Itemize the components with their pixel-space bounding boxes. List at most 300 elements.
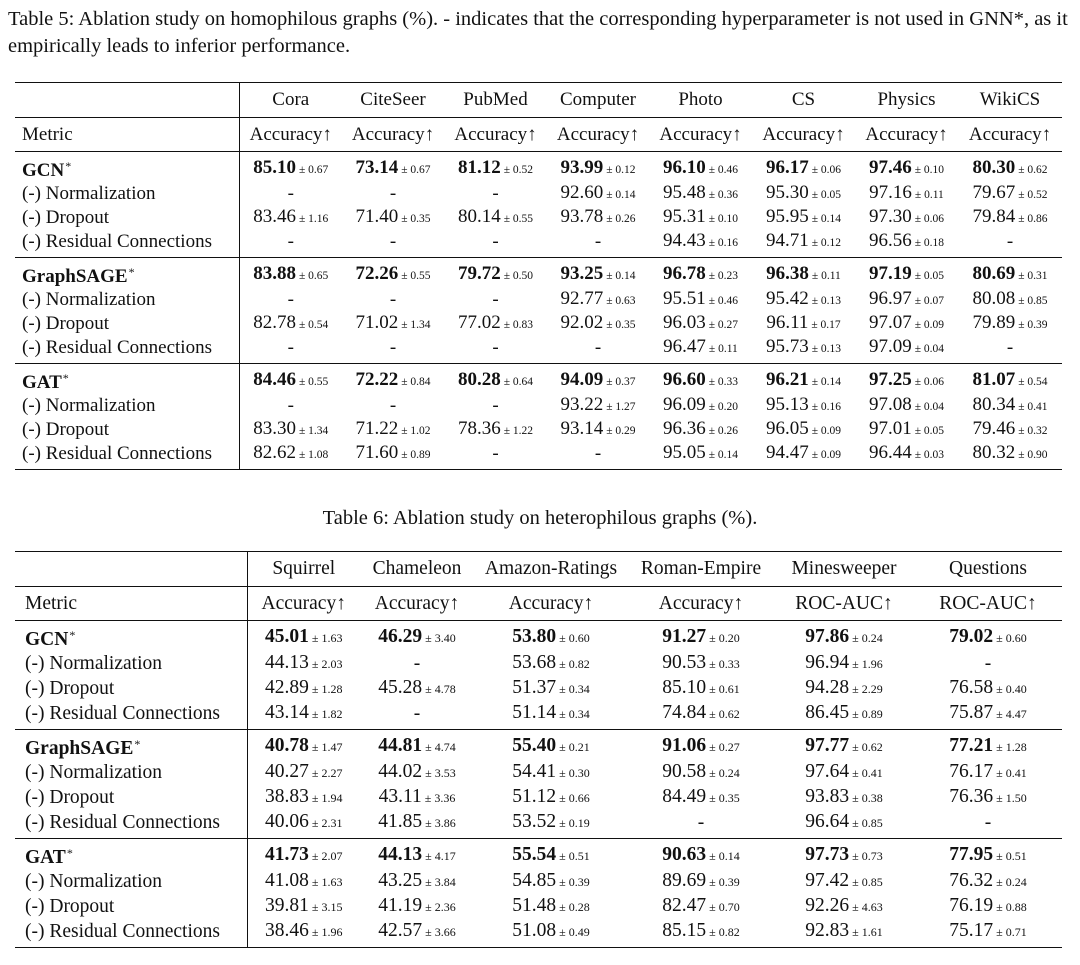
row-label bbox=[15, 760, 247, 785]
value-cell bbox=[774, 810, 914, 839]
value-cell bbox=[752, 394, 855, 418]
value-cell bbox=[342, 230, 444, 258]
mean-value: 96.38 bbox=[766, 262, 809, 284]
mean-value: 95.48 bbox=[662, 182, 706, 203]
std-value: ± 0.55 bbox=[298, 375, 329, 388]
value-cell bbox=[855, 312, 958, 336]
std-value: ± 0.62 bbox=[852, 740, 883, 754]
value-cell bbox=[474, 785, 628, 810]
std-value: ± 0.11 bbox=[811, 269, 841, 282]
std-value: ± 0.90 bbox=[1018, 449, 1048, 461]
mean-value: 96.17 bbox=[765, 156, 809, 178]
mean-value: 94.43 bbox=[662, 230, 706, 251]
value-cell bbox=[628, 730, 774, 761]
std-value: ± 0.26 bbox=[606, 213, 636, 225]
std-value: ± 0.40 bbox=[996, 682, 1027, 696]
std-value: ± 0.34 bbox=[559, 682, 590, 696]
mean-value: 51.48 bbox=[512, 895, 557, 916]
mean-value: 91.06 bbox=[662, 735, 707, 756]
std-value: ± 0.09 bbox=[914, 319, 945, 331]
mean-value: 97.64 bbox=[805, 761, 850, 782]
mean-value: 97.86 bbox=[805, 626, 850, 647]
std-value: ± 0.09 bbox=[811, 449, 842, 461]
table-row bbox=[15, 230, 1062, 258]
std-value: ± 0.46 bbox=[708, 295, 739, 307]
std-value: ± 0.35 bbox=[401, 213, 431, 225]
std-value: ± 0.84 bbox=[401, 375, 431, 388]
value-cell bbox=[444, 152, 547, 183]
star-marker: * bbox=[128, 265, 135, 279]
mean-value: 45.28 bbox=[378, 677, 423, 698]
mean-value: 80.34 bbox=[972, 394, 1016, 415]
mean-value: 71.02 bbox=[355, 312, 399, 333]
row-label bbox=[15, 394, 239, 418]
value-cell bbox=[752, 206, 855, 230]
row-label bbox=[15, 230, 239, 258]
mean-value: - bbox=[492, 231, 499, 252]
value-cell bbox=[752, 182, 855, 206]
star-marker: * bbox=[62, 371, 69, 385]
value-cell bbox=[649, 336, 752, 364]
value-cell bbox=[958, 312, 1062, 336]
mean-value: - bbox=[492, 395, 499, 416]
value-cell bbox=[239, 336, 342, 364]
dataset-header: PubMed bbox=[463, 89, 528, 110]
model-name: GraphSAGE bbox=[22, 266, 128, 287]
std-value: ± 1.63 bbox=[311, 875, 343, 889]
dataset-header: Computer bbox=[560, 89, 636, 110]
mean-value: 79.67 bbox=[972, 182, 1016, 203]
mean-value: 92.02 bbox=[560, 312, 604, 333]
value-cell bbox=[855, 258, 958, 289]
value-cell bbox=[547, 336, 649, 364]
value-cell bbox=[444, 230, 547, 258]
std-value: ± 1.50 bbox=[996, 791, 1027, 805]
value-cell bbox=[360, 730, 474, 761]
value-cell bbox=[474, 730, 628, 761]
std-value: ± 1.28 bbox=[996, 740, 1027, 754]
mean-value: 79.02 bbox=[949, 626, 994, 647]
std-value: ± 0.52 bbox=[503, 163, 534, 176]
value-cell bbox=[752, 258, 855, 289]
std-value: ± 0.85 bbox=[852, 816, 883, 830]
value-cell bbox=[247, 676, 360, 701]
value-cell bbox=[474, 701, 628, 730]
std-value: ± 3.84 bbox=[425, 875, 456, 889]
mean-value: 97.30 bbox=[868, 206, 912, 227]
std-value: ± 0.14 bbox=[811, 375, 842, 388]
value-cell bbox=[239, 364, 342, 395]
mean-value: 71.22 bbox=[355, 418, 399, 439]
value-cell bbox=[958, 258, 1062, 289]
metric-row bbox=[15, 118, 1062, 152]
value-cell bbox=[774, 919, 914, 948]
mean-value: 96.44 bbox=[868, 442, 912, 463]
mean-value: 97.25 bbox=[868, 368, 912, 390]
row-label bbox=[15, 258, 239, 289]
std-value: ± 1.02 bbox=[401, 425, 431, 437]
std-value: ± 0.14 bbox=[606, 189, 636, 201]
table-row bbox=[15, 182, 1062, 206]
std-value: ± 3.36 bbox=[424, 791, 456, 805]
ablation-label: (-) Dropout bbox=[25, 896, 115, 917]
ablation-label: (-) Normalization bbox=[25, 762, 162, 783]
value-cell bbox=[752, 230, 855, 258]
mean-value: 51.12 bbox=[512, 786, 557, 807]
mean-value: 97.07 bbox=[868, 312, 912, 333]
mean-value: 93.14 bbox=[560, 418, 604, 439]
value-cell bbox=[239, 312, 342, 336]
value-cell bbox=[444, 336, 547, 364]
mean-value: 72.26 bbox=[355, 262, 399, 284]
metric-cell: Accuracy↑ bbox=[342, 118, 444, 152]
value-cell bbox=[855, 418, 958, 442]
std-value: ± 1.82 bbox=[311, 707, 343, 721]
mean-value: 74.84 bbox=[662, 702, 707, 723]
std-value: ± 1.28 bbox=[311, 682, 343, 696]
metric-cell: Accuracy↑ bbox=[958, 118, 1062, 152]
row-label bbox=[15, 785, 247, 810]
value-cell bbox=[247, 621, 360, 652]
mean-value: 42.57 bbox=[378, 920, 423, 941]
mean-value: 46.29 bbox=[378, 626, 423, 647]
table5-caption: Table 5: Ablation study on homophilous graphs (%). - indicates that the corresponding hyperparameter is not used in GNN*, as it empirically leads to inferior performance. bbox=[8, 8, 1068, 57]
std-value: ± 4.47 bbox=[996, 707, 1027, 721]
row-label bbox=[15, 810, 247, 839]
value-cell bbox=[247, 730, 360, 761]
mean-value: - bbox=[389, 231, 397, 252]
mean-value: 42.89 bbox=[265, 677, 309, 698]
std-value: ± 0.24 bbox=[852, 631, 883, 645]
metric-cell: Accuracy↑ bbox=[547, 118, 649, 152]
value-cell bbox=[914, 785, 1062, 810]
value-cell bbox=[360, 651, 474, 676]
value-cell bbox=[247, 869, 360, 894]
mean-value: 43.11 bbox=[378, 786, 422, 807]
std-value: ± 0.05 bbox=[914, 269, 945, 282]
value-cell bbox=[547, 418, 649, 442]
star-marker: * bbox=[134, 737, 141, 751]
ablation-label: (-) Dropout bbox=[22, 419, 110, 440]
value-cell bbox=[774, 701, 914, 730]
model-name: GraphSAGE bbox=[25, 738, 134, 759]
mean-value: 55.54 bbox=[512, 844, 557, 865]
ablation-label: (-) Residual Connections bbox=[22, 337, 212, 358]
value-cell bbox=[342, 364, 444, 395]
mean-value: - bbox=[413, 703, 421, 724]
std-value: ± 0.04 bbox=[914, 401, 945, 413]
value-cell bbox=[239, 442, 342, 470]
value-cell bbox=[444, 312, 547, 336]
mean-value: 75.87 bbox=[949, 702, 994, 723]
std-value: ± 0.86 bbox=[1018, 213, 1048, 225]
std-value: ± 0.21 bbox=[559, 740, 590, 754]
value-cell bbox=[444, 258, 547, 289]
table-row bbox=[15, 418, 1062, 442]
mean-value: 90.63 bbox=[662, 844, 707, 865]
std-value: ± 0.82 bbox=[559, 657, 590, 671]
mean-value: - bbox=[287, 289, 294, 310]
mean-value: 96.05 bbox=[765, 418, 809, 439]
value-cell bbox=[774, 676, 914, 701]
mean-value: 78.36 bbox=[457, 418, 501, 439]
table-row bbox=[15, 701, 1062, 730]
value-cell bbox=[474, 810, 628, 839]
mean-value: 84.49 bbox=[662, 786, 707, 807]
std-value: ± 1.16 bbox=[298, 213, 329, 225]
value-cell bbox=[774, 839, 914, 870]
mean-value: 95.13 bbox=[765, 394, 809, 415]
ablation-label: (-) Residual Connections bbox=[25, 703, 220, 724]
value-cell bbox=[547, 230, 649, 258]
value-cell bbox=[914, 730, 1062, 761]
dataset-header: CS bbox=[791, 89, 816, 110]
value-cell bbox=[958, 182, 1062, 206]
std-value: ± 0.62 bbox=[1018, 163, 1048, 176]
mean-value: 38.83 bbox=[265, 786, 309, 807]
value-cell bbox=[342, 336, 444, 364]
table-row bbox=[15, 730, 1062, 761]
value-cell bbox=[247, 701, 360, 730]
ablation-label: (-) Normalization bbox=[25, 871, 162, 892]
value-cell bbox=[342, 442, 444, 470]
value-cell bbox=[649, 312, 752, 336]
table-row bbox=[15, 919, 1062, 948]
mean-value: 80.32 bbox=[972, 442, 1016, 463]
table-row bbox=[15, 676, 1062, 701]
mean-value: - bbox=[1006, 231, 1014, 252]
value-cell bbox=[360, 869, 474, 894]
mean-value: - bbox=[594, 337, 602, 358]
std-value: ± 0.14 bbox=[606, 269, 636, 282]
std-value: ± 1.08 bbox=[298, 449, 329, 461]
ablation-label: (-) Dropout bbox=[25, 787, 115, 808]
value-cell bbox=[958, 152, 1062, 183]
mean-value: - bbox=[1006, 337, 1014, 358]
mean-value: 93.22 bbox=[560, 394, 604, 415]
std-value: ± 0.89 bbox=[401, 449, 431, 461]
value-cell bbox=[752, 152, 855, 183]
std-value: ± 0.06 bbox=[914, 213, 945, 225]
std-value: ± 1.22 bbox=[503, 425, 534, 437]
std-value: ± 0.06 bbox=[811, 163, 842, 176]
value-cell bbox=[649, 152, 752, 183]
mean-value: 40.27 bbox=[265, 761, 309, 782]
mean-value: 93.99 bbox=[560, 156, 604, 178]
mean-value: 92.77 bbox=[560, 288, 604, 309]
std-value: ± 0.18 bbox=[914, 237, 945, 249]
mean-value: 76.32 bbox=[949, 870, 994, 891]
std-value: ± 0.83 bbox=[503, 319, 534, 331]
dataset-header: Cora bbox=[272, 89, 310, 110]
ablation-label: (-) Dropout bbox=[22, 313, 110, 334]
std-value: ± 0.60 bbox=[559, 631, 590, 645]
mean-value: 96.97 bbox=[868, 288, 912, 309]
mean-value: 95.73 bbox=[765, 336, 809, 357]
table6-ablation-heterophilous bbox=[15, 551, 1062, 948]
std-value: ± 0.20 bbox=[709, 631, 740, 645]
mean-value: 95.30 bbox=[765, 182, 809, 203]
table6-body bbox=[15, 552, 1062, 948]
mean-value: 96.56 bbox=[868, 230, 912, 251]
std-value: ± 0.33 bbox=[708, 375, 739, 388]
table-row bbox=[15, 785, 1062, 810]
row-label bbox=[15, 894, 247, 919]
value-cell bbox=[914, 919, 1062, 948]
mean-value: 92.60 bbox=[560, 182, 604, 203]
table-row bbox=[15, 839, 1062, 870]
model-name: GCN bbox=[25, 629, 69, 650]
std-value: ± 0.19 bbox=[559, 816, 590, 830]
ablation-label: (-) Residual Connections bbox=[22, 231, 212, 252]
value-cell bbox=[914, 810, 1062, 839]
std-value: ± 0.70 bbox=[709, 900, 740, 914]
value-cell bbox=[360, 785, 474, 810]
mean-value: 92.83 bbox=[805, 920, 850, 941]
mean-value: 95.42 bbox=[765, 288, 809, 309]
std-value: ± 0.05 bbox=[914, 425, 945, 437]
mean-value: 96.64 bbox=[805, 811, 850, 832]
std-value: ± 2.27 bbox=[311, 766, 343, 780]
mean-value: - bbox=[287, 231, 294, 252]
value-cell bbox=[628, 701, 774, 730]
value-cell bbox=[774, 785, 914, 810]
row-label bbox=[15, 730, 247, 761]
std-value: ± 0.14 bbox=[811, 213, 842, 225]
value-cell bbox=[474, 651, 628, 676]
mean-value: 76.17 bbox=[949, 761, 994, 782]
std-value: ± 0.35 bbox=[606, 319, 636, 331]
metric-cell: Accuracy↑ bbox=[474, 587, 628, 621]
dataset-header: WikiCS bbox=[979, 89, 1041, 110]
mean-value: 81.07 bbox=[972, 368, 1016, 390]
value-cell bbox=[649, 442, 752, 470]
value-cell bbox=[752, 336, 855, 364]
value-cell bbox=[444, 364, 547, 395]
std-value: ± 0.09 bbox=[811, 425, 842, 437]
value-cell bbox=[247, 785, 360, 810]
std-value: ± 3.40 bbox=[425, 631, 456, 645]
table-row bbox=[15, 394, 1062, 418]
value-cell bbox=[342, 152, 444, 183]
value-cell bbox=[914, 621, 1062, 652]
mean-value: 41.19 bbox=[378, 895, 423, 916]
value-cell bbox=[914, 676, 1062, 701]
value-cell bbox=[855, 364, 958, 395]
std-value: ± 0.12 bbox=[606, 163, 636, 176]
mean-value: 97.46 bbox=[868, 156, 912, 178]
mean-value: 95.31 bbox=[662, 206, 706, 227]
mean-value: - bbox=[492, 183, 499, 204]
value-cell bbox=[547, 364, 649, 395]
std-value: ± 0.88 bbox=[996, 900, 1027, 914]
mean-value: 82.78 bbox=[253, 312, 296, 333]
std-value: ± 0.13 bbox=[811, 343, 842, 355]
mean-value: 55.40 bbox=[512, 735, 557, 756]
mean-value: - bbox=[389, 395, 397, 416]
mean-value: 77.95 bbox=[949, 844, 994, 865]
row-label bbox=[15, 442, 239, 470]
std-value: ± 4.74 bbox=[425, 740, 456, 754]
std-value: ± 0.52 bbox=[1018, 189, 1048, 201]
mean-value: 53.52 bbox=[512, 811, 557, 832]
mean-value: 96.78 bbox=[662, 262, 706, 284]
ablation-label: (-) Normalization bbox=[22, 289, 156, 310]
mean-value: - bbox=[492, 443, 499, 464]
mean-value: - bbox=[287, 337, 294, 358]
value-cell bbox=[855, 394, 958, 418]
row-label bbox=[15, 651, 247, 676]
mean-value: 41.08 bbox=[265, 870, 309, 891]
std-value: ± 0.32 bbox=[1018, 425, 1048, 437]
metric-cell: Accuracy↑ bbox=[649, 118, 752, 152]
metric-cell: Accuracy↑ bbox=[752, 118, 855, 152]
value-cell bbox=[855, 336, 958, 364]
value-cell bbox=[547, 442, 649, 470]
mean-value: 45.01 bbox=[265, 626, 309, 647]
mean-value: 44.02 bbox=[378, 761, 423, 782]
mean-value: 41.73 bbox=[265, 844, 309, 865]
value-cell bbox=[474, 760, 628, 785]
value-cell bbox=[360, 676, 474, 701]
std-value: ± 1.61 bbox=[852, 925, 883, 939]
std-value: ± 0.89 bbox=[852, 707, 883, 721]
value-cell bbox=[239, 230, 342, 258]
std-value: ± 0.14 bbox=[709, 849, 740, 863]
mean-value: 90.53 bbox=[662, 652, 707, 673]
mean-value: 76.36 bbox=[949, 786, 994, 807]
row-label bbox=[15, 364, 239, 395]
mean-value: 80.08 bbox=[972, 288, 1016, 309]
ablation-label: (-) Dropout bbox=[22, 207, 110, 228]
metric-cell: ROC-AUC↑ bbox=[774, 587, 914, 621]
metric-cell: Accuracy↑ bbox=[628, 587, 774, 621]
table-row bbox=[15, 312, 1062, 336]
mean-value: 75.17 bbox=[949, 920, 994, 941]
mean-value: 92.26 bbox=[805, 895, 850, 916]
metric-label: Metric bbox=[15, 587, 247, 621]
value-cell bbox=[342, 258, 444, 289]
mean-value: 39.81 bbox=[265, 895, 309, 916]
std-value: ± 0.35 bbox=[709, 791, 740, 805]
value-cell bbox=[444, 394, 547, 418]
mean-value: 53.80 bbox=[512, 626, 557, 647]
std-value: ± 0.61 bbox=[709, 682, 740, 696]
std-value: ± 0.07 bbox=[914, 295, 945, 307]
mean-value: 97.77 bbox=[805, 735, 850, 756]
mean-value: 96.60 bbox=[662, 368, 706, 390]
ablation-label: (-) Normalization bbox=[22, 183, 156, 204]
value-cell bbox=[444, 206, 547, 230]
value-cell bbox=[628, 894, 774, 919]
std-value: ± 0.11 bbox=[914, 189, 944, 201]
mean-value: 91.27 bbox=[662, 626, 707, 647]
std-value: ± 0.37 bbox=[606, 375, 636, 388]
std-value: ± 0.39 bbox=[559, 875, 590, 889]
row-label bbox=[15, 288, 239, 312]
mean-value: 43.25 bbox=[378, 870, 423, 891]
metric-cell: Accuracy↑ bbox=[855, 118, 958, 152]
value-cell bbox=[774, 869, 914, 894]
row-label bbox=[15, 919, 247, 948]
value-cell bbox=[958, 418, 1062, 442]
std-value: ± 0.27 bbox=[708, 319, 739, 331]
std-value: ± 3.66 bbox=[425, 925, 456, 939]
mean-value: 81.12 bbox=[457, 156, 501, 178]
dataset-header: Amazon-Ratings bbox=[484, 558, 618, 579]
ablation-label: (-) Normalization bbox=[22, 395, 156, 416]
value-cell bbox=[855, 288, 958, 312]
